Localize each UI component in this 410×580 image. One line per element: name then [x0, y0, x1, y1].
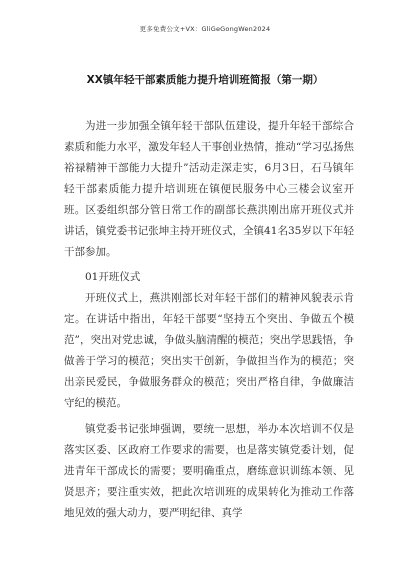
opening-paragraph: 开班仪式上，燕洪刚部长对年轻干部们的精神风貌表示肯定。在讲话中指出，年轻干部要“坚持五个突出、争做五个模范”，突出对党忠诚，争做头脑清醒的模范；突出学思践悟，争做善于学习的模范；突出实干创新，争做担当作为的模范；突出亲民爱民，争做服务群众的模范；突出严格自律，争做廉洁守纪的模范。: [64, 292, 354, 409]
secretary-paragraph: 镇党委书记张坤强调，要统一思想，举办本次培训不仅是落实区委、区政府工作要求的需要，也是落实镇党委计划，促进青年干部成长的需要；要明确重点，磨练意识训练本领、见贤思齐；要注重实效，把此次培训班的成果转化为推动工作落地见效的强大动力，要严明纪律、真学: [64, 423, 354, 519]
document-body: [64, 116, 354, 524]
header-note: 更多免费公文+VX：GliGeGongWen2024: [139, 25, 271, 33]
intro-paragraph: 为进一步加强全镇年轻干部队伍建设，提升年轻干部综合素质和能力水平，激发年轻人干事创业热情，推动“学习弘扬焦裕禄精神干部能力大提升”活动走深走实，6月3日，石马镇年轻干部素质能力提升培训班在镇便民服务中心三楼会议室开班。区委组织部分管日常工作的副部长燕洪刚出席开班仪式并讲话，镇党委书记张坤主持开班仪式，全镇41名35岁以下年轻干部参加。: [64, 120, 354, 258]
page-title: XX镇年轻干部素质能力提升培训班简报（第一期）: [86, 74, 324, 86]
section-heading: 01开班仪式: [85, 271, 141, 283]
